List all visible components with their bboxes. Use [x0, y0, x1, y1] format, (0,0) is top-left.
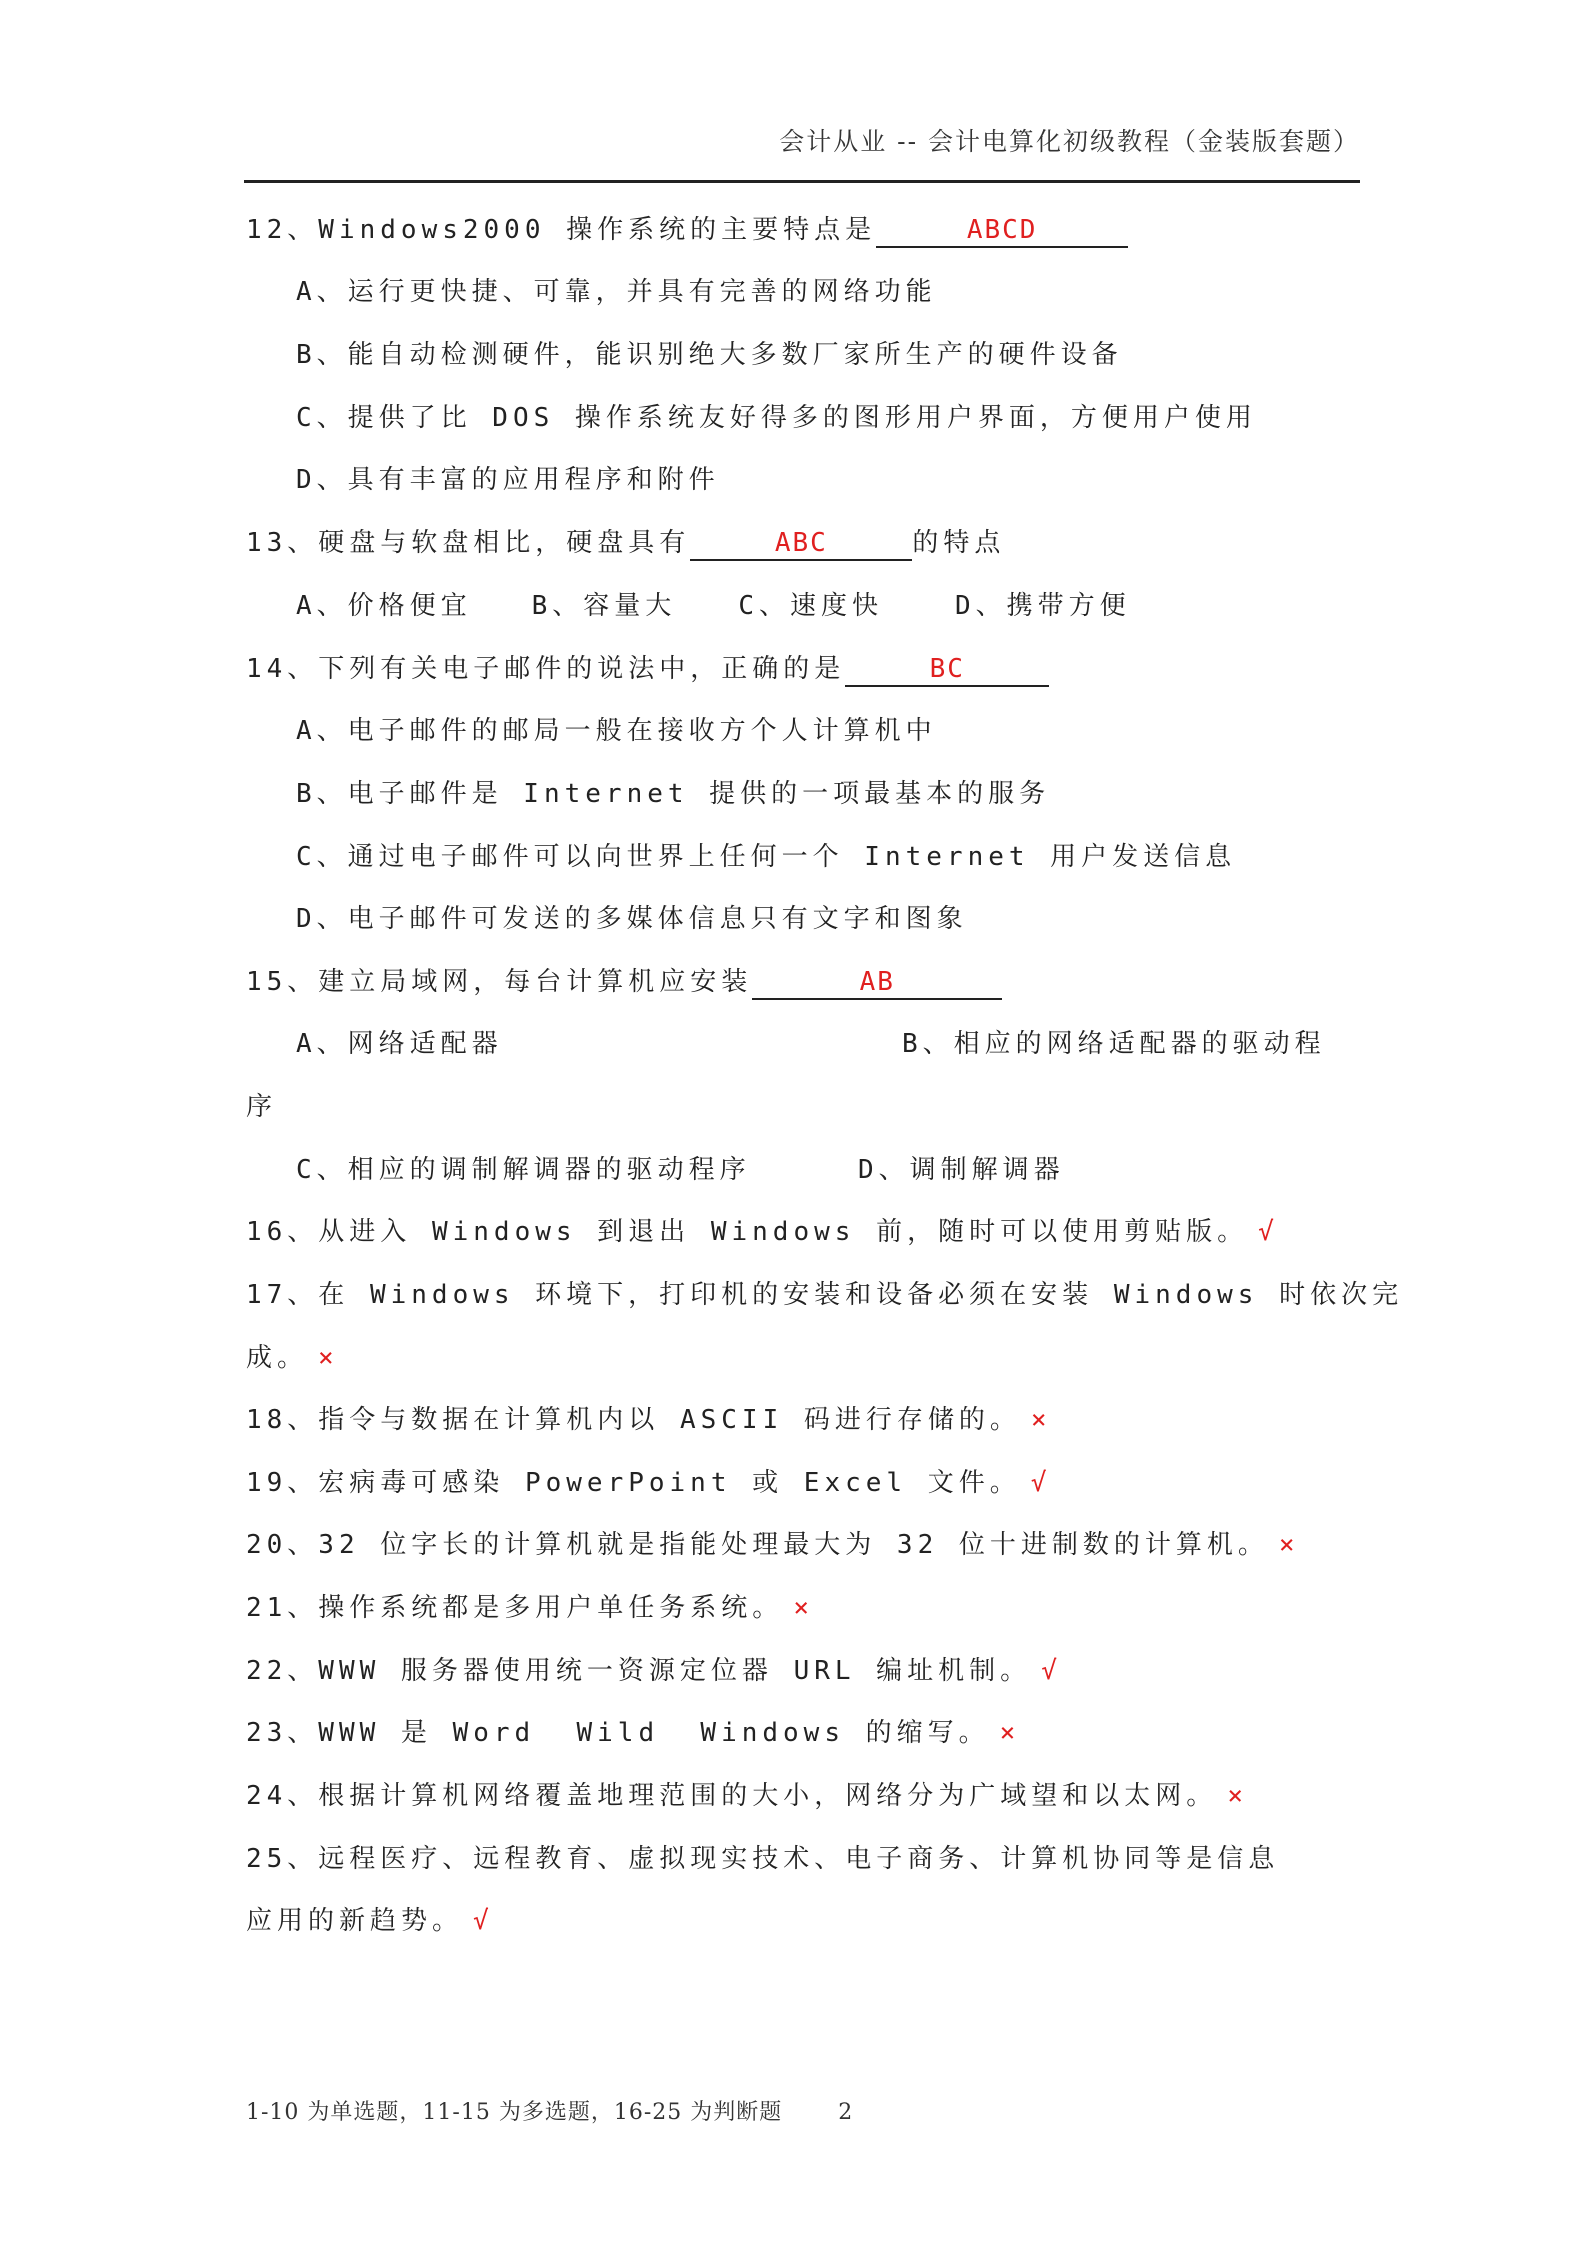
question-text: 22、WWW 服务器使用统一资源定位器 URL 编址机制。 [246, 1656, 1032, 1686]
question-13 [246, 523, 1005, 563]
question-15 [246, 962, 1002, 1002]
question-18 [246, 1400, 1052, 1440]
option-a: A、网络适配器 [296, 1029, 503, 1059]
question-17: 17、在 Windows 环境下，打印机的安装和设备必须在安装 Windows 时依次完 [246, 1280, 1404, 1310]
question-17-continued [246, 1338, 339, 1378]
question-14 [246, 649, 1049, 689]
page-number: 2 [838, 2100, 854, 2125]
question-text: 20、32 位字长的计算机就是指能处理最大为 32 位十进制数的计算机。 [246, 1530, 1269, 1560]
question-text: 18、指令与数据在计算机内以 ASCII 码进行存储的。 [246, 1405, 1021, 1435]
check-mark: √ [473, 1906, 494, 1936]
question-stem: 14、下列有关电子邮件的说法中，正确的是 [246, 654, 846, 684]
question-text: 24、根据计算机网络覆盖地理范围的大小，网络分为广域望和以太网。 [246, 1781, 1218, 1811]
answer-blank: ABCD [876, 214, 1128, 248]
question-text: 23、WWW 是 Word Wild Windows 的缩写。 [246, 1718, 990, 1748]
cross-mark: × [1278, 1530, 1300, 1560]
option-b: B、容量大 [531, 591, 677, 621]
option-d: D、电子邮件可发送的多媒体信息只有文字和图象 [296, 904, 968, 934]
question-19 [246, 1463, 1051, 1503]
question-24 [246, 1776, 1248, 1816]
option-b: B、能自动检测硬件，能识别绝大多数厂家所生产的硬件设备 [296, 340, 1123, 370]
question-text: 16、从进入 Windows 到退出 Windows 前，随时可以使用剪贴版。 [246, 1217, 1249, 1247]
answer-blank: ABC [690, 527, 912, 561]
question-21 [246, 1588, 814, 1628]
question-22 [246, 1651, 1062, 1691]
page-header: 会计从业 -- 会计电算化初级教程（金装版套题） [779, 127, 1360, 156]
question-text: 21、操作系统都是多用户单任务系统。 [246, 1593, 784, 1623]
options-row [296, 586, 1131, 626]
cross-mark: × [999, 1718, 1021, 1748]
cross-mark: × [1227, 1781, 1248, 1811]
cross-mark: × [793, 1593, 814, 1623]
question-23 [246, 1713, 1020, 1753]
option-d: D、调制解调器 [858, 1155, 1065, 1185]
question-stem: 15、建立局域网，每台计算机应安装 [246, 967, 753, 997]
question-stem: 13、硬盘与软盘相比，硬盘具有 [246, 528, 691, 558]
question-suffix: 的特点 [912, 528, 1006, 558]
check-mark: √ [1041, 1656, 1062, 1686]
cross-mark: × [318, 1343, 339, 1373]
option-c: C、相应的调制解调器的驱动程序 [296, 1155, 751, 1185]
header-rule [244, 180, 1360, 183]
question-25-continued [246, 1901, 494, 1941]
option-a: A、运行更快捷、可靠，并具有完善的网络功能 [296, 277, 937, 307]
question-text: 19、宏病毒可感染 PowerPoint 或 Excel 文件。 [246, 1468, 1021, 1498]
question-12 [246, 210, 1128, 250]
option-c: C、速度快 [738, 591, 883, 621]
question-text: 应用的新趋势。 [246, 1906, 464, 1936]
option-b-continued: 序 [246, 1092, 278, 1122]
question-25: 25、远程医疗、远程教育、虚拟现实技术、电子商务、计算机协同等是信息 [246, 1844, 1280, 1874]
question-stem: 12、Windows2000 操作系统的主要特点是 [246, 215, 877, 245]
option-d: D、具有丰富的应用程序和附件 [296, 465, 720, 495]
cross-mark: × [1030, 1405, 1052, 1435]
check-mark: √ [1258, 1217, 1279, 1247]
option-b: B、相应的网络适配器的驱动程 [902, 1029, 1326, 1059]
option-a: A、价格便宜 [296, 591, 472, 621]
option-a: A、电子邮件的邮局一般在接收方个人计算机中 [296, 716, 937, 746]
option-d: D、携带方便 [954, 591, 1131, 621]
check-mark: √ [1030, 1468, 1052, 1498]
option-c: C、提供了比 DOS 操作系统友好得多的图形用户界面，方便用户使用 [296, 403, 1257, 433]
question-20 [246, 1525, 1300, 1565]
option-b: B、电子邮件是 Internet 提供的一项最基本的服务 [296, 779, 1051, 809]
question-16 [246, 1212, 1279, 1252]
page-footer [246, 2095, 853, 2126]
footer-note: 1-10 为单选题，11-15 为多选题，16-25 为判断题 [246, 2100, 783, 2125]
question-text: 成。 [246, 1343, 309, 1373]
option-c: C、通过电子邮件可以向世界上任何一个 Internet 用户发送信息 [296, 842, 1237, 872]
answer-blank: BC [845, 653, 1049, 687]
answer-blank: AB [752, 966, 1002, 1000]
